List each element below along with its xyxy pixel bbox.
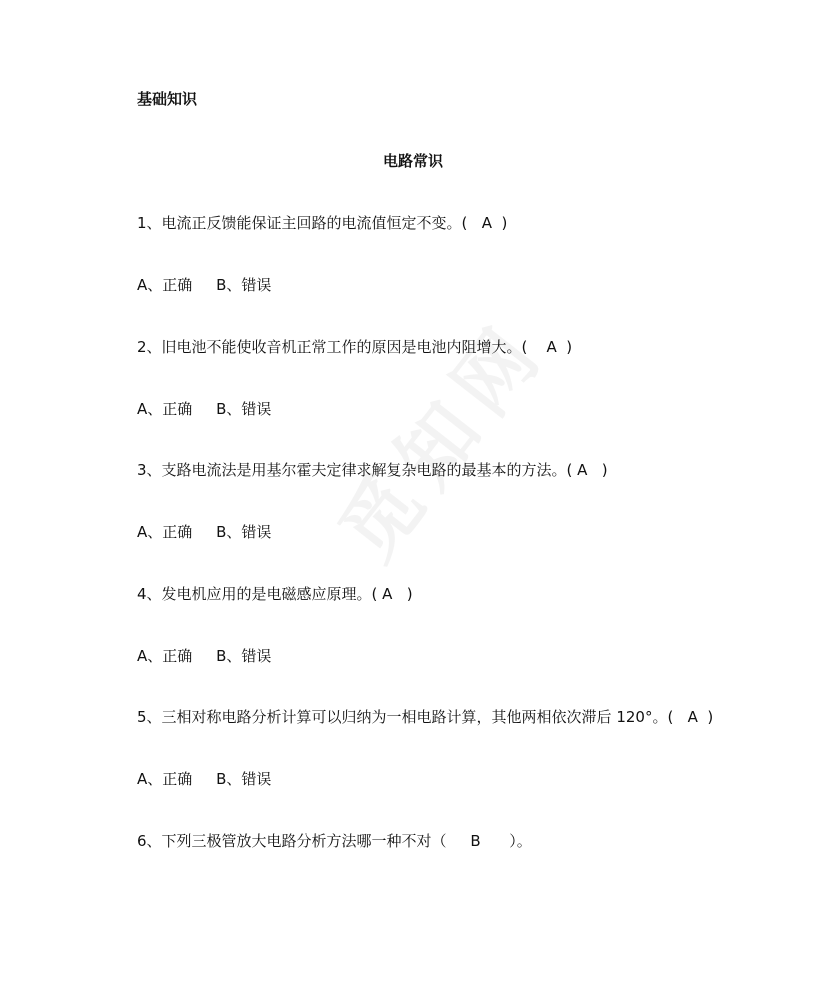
question-4: 4、发电机应用的是电磁感应原理。( A ) bbox=[137, 585, 413, 603]
question-1: 1、电流正反馈能保证主回路的电流值恒定不变。( A ) bbox=[137, 214, 508, 232]
question-3: 3、支路电流法是用基尔霍夫定律求解复杂电路的最基本的方法。( A ) bbox=[137, 461, 608, 479]
question-2-options: A、正确 B、错误 bbox=[137, 400, 272, 418]
question-5: 5、三相对称电路分析计算可以归纳为一相电路计算，其他两相依次滞后 120°。( A ) bbox=[137, 708, 714, 726]
question-5-options: A、正确 B、错误 bbox=[137, 770, 272, 788]
question-2: 2、旧电池不能使收音机正常工作的原因是电池内阻增大。( A ) bbox=[137, 338, 573, 356]
section-heading: 基础知识 bbox=[137, 90, 198, 108]
question-6: 6、下列三极管放大电路分析方法哪一种不对（ B ）。 bbox=[137, 832, 532, 850]
document-title-text: 电路常识 bbox=[382, 152, 443, 170]
question-3-options: A、正确 B、错误 bbox=[137, 523, 272, 541]
document-title bbox=[0, 150, 830, 171]
question-1-options: A、正确 B、错误 bbox=[137, 276, 272, 294]
question-4-options: A、正确 B、错误 bbox=[137, 647, 272, 665]
